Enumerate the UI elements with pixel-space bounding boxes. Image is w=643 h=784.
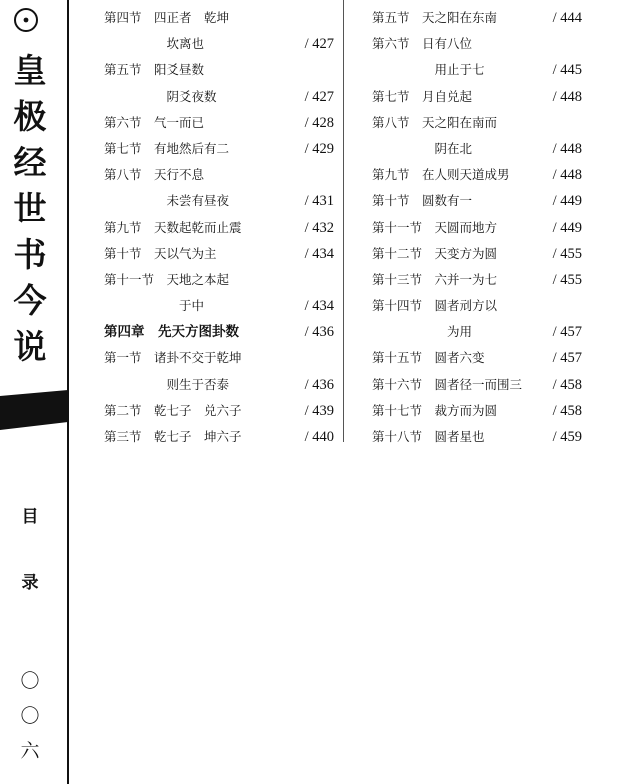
toc-entry-title: 第十三节 六并一为七 [372, 271, 498, 287]
toc-entry [104, 215, 340, 241]
toc-entry-page: / 455 [552, 271, 582, 288]
toc-entry [372, 372, 612, 398]
toc-entry-title: 第九节 天数起乾而止震 [104, 219, 242, 235]
toc-entry-page: / 448 [552, 167, 582, 184]
toc-entry-title: 第十二节 天变方为圆 [372, 245, 498, 261]
toc-entry-title: 第十节 天以气为主 [104, 245, 217, 261]
toc-entry [372, 398, 612, 424]
toc-entry [104, 5, 340, 31]
toc-entry-title: 第十五节 圆者六变 [372, 350, 485, 366]
toc-entry [372, 110, 612, 136]
page-number-char: 〇 [20, 670, 40, 692]
toc-entry-title: 第五节 天之阳在东南 [372, 10, 498, 25]
toc-entry-page: / 449 [552, 193, 582, 210]
toc-entry-page: / 458 [552, 402, 582, 419]
toc-entry-page: / 445 [552, 62, 582, 79]
toc-entry [372, 293, 612, 319]
spine-band [0, 390, 68, 430]
toc-entry-page: / 448 [552, 140, 582, 157]
toc-entry-title: 用止于七 [372, 62, 485, 78]
toc-entry-page: / 431 [304, 193, 334, 210]
toc-entry-page: / 429 [304, 140, 334, 157]
toc-entry [372, 188, 612, 214]
toc-entry-title: 第四节 四正者 乾坤 [104, 10, 230, 25]
toc-entry-page: / 448 [552, 88, 582, 105]
toc-entry [104, 188, 340, 214]
toc-entry-title: 第八节 天行不息 [104, 167, 205, 183]
book-title-char: 世 [13, 189, 47, 228]
toc-entry-title: 第十一节 天地之本起 [104, 271, 230, 287]
book-title-char: 皇 [13, 51, 47, 90]
toc-entry-title: 第六节 气一而已 [104, 114, 205, 130]
toc-entry-title: 则生于否泰 [104, 376, 230, 392]
toc-entry-page: / 457 [552, 350, 582, 367]
toc-entry-page: / 440 [304, 429, 334, 445]
toc-entry [104, 57, 340, 83]
toc-entry-page: / 427 [304, 88, 334, 105]
toc-entry [104, 424, 340, 450]
toc-entry [104, 345, 340, 371]
toc-entry-title: 第八节 天之阳在南而 [372, 114, 498, 130]
toc-entry [372, 57, 612, 83]
toc-entry [372, 84, 612, 110]
book-title-char: 书 [13, 235, 47, 274]
toc-entry-page: / 427 [304, 36, 334, 53]
toc-entry [372, 162, 612, 188]
toc-right-column [372, 5, 612, 445]
toc-entry [104, 162, 340, 188]
toc-entry [104, 398, 340, 424]
toc-entry-page: / 457 [552, 324, 582, 341]
toc-entry-page: / 458 [552, 376, 582, 393]
toc-entry [104, 267, 340, 293]
book-title-char: 经 [13, 143, 47, 182]
toc-entry [104, 136, 340, 162]
toc-entry-page: / 439 [304, 402, 334, 419]
toc-entry-title: 第十八节 圆者星也 [372, 429, 485, 444]
toc-entry-title: 第四章 先天方图卦数 [104, 324, 239, 341]
circle-dot-icon [12, 6, 40, 34]
toc-entry-title: 第五节 阳爻昼数 [104, 62, 205, 78]
toc-entry [104, 293, 340, 319]
toc-entry-title: 第二节 乾七子 兑六子 [104, 402, 242, 418]
toc-entry-page: / 444 [552, 10, 582, 26]
toc-entry-page: / 436 [304, 376, 334, 393]
toc-entry-page: / 428 [304, 114, 334, 131]
toc-entry [104, 84, 340, 110]
toc-entry-title: 第一节 诸卦不交于乾坤 [104, 350, 242, 366]
toc-entry-title: 第十六节 圆者径一而围三 [372, 376, 523, 392]
toc-entry [372, 319, 612, 345]
toc-entry-title: 为用 [372, 324, 473, 340]
toc-entry-title: 第九节 在人则天道成男 [372, 167, 510, 183]
toc-chapter-entry [104, 319, 340, 345]
toc-entry-page: / 434 [304, 245, 334, 262]
toc-entry [372, 345, 612, 371]
toc-entry-title: 第十一节 天圆而地方 [372, 219, 498, 235]
toc-entry-title: 第三节 乾七子 坤六子 [104, 429, 242, 444]
toc-entry [372, 267, 612, 293]
toc-entry [372, 241, 612, 267]
toc-entry-title: 未尝有昼夜 [104, 193, 230, 209]
page-number-char: 六 [20, 740, 40, 762]
toc-entry [372, 424, 612, 450]
toc-entry [104, 31, 340, 57]
toc-entry [372, 136, 612, 162]
toc-entry [372, 31, 612, 57]
toc-entry-title: 阴爻夜数 [104, 88, 217, 104]
toc-entry-title: 第七节 月自兑起 [372, 88, 473, 104]
toc-entry-page: / 449 [552, 219, 582, 236]
section-label-lu: 录 [21, 573, 39, 593]
page-number-char: 〇 [20, 705, 40, 727]
toc-entry-title: 第十节 圆数有一 [372, 193, 473, 209]
toc-entry [104, 110, 340, 136]
toc-entry [104, 241, 340, 267]
toc-entry [372, 215, 612, 241]
toc-entry-page: / 436 [304, 324, 334, 341]
toc-entry-title: 坎离也 [104, 36, 205, 52]
toc-entry-title: 阴在北 [372, 140, 473, 156]
toc-entry-title: 于中 [104, 298, 205, 314]
toc-left-column [104, 5, 340, 445]
toc-entry-title: 第十四节 圆者刓方以 [372, 298, 498, 314]
toc-entry-title: 第六节 日有八位 [372, 36, 473, 52]
book-title [8, 48, 52, 370]
section-label-mu: 目 [21, 507, 39, 527]
toc-entry-title: 第十七节 裁方而为圆 [372, 402, 498, 418]
toc-entry-page: / 455 [552, 245, 582, 262]
toc-entry-page: / 432 [304, 219, 334, 236]
book-title-char: 今 [13, 281, 47, 320]
book-title-char: 说 [13, 327, 47, 366]
page-number [14, 664, 46, 769]
toc-entry-page: / 459 [552, 429, 582, 445]
toc-entry-page: / 434 [304, 298, 334, 315]
toc-entry [104, 372, 340, 398]
column-divider [343, 0, 344, 442]
toc-entry-title: 第七节 有地然后有二 [104, 140, 230, 156]
book-title-char: 极 [13, 97, 47, 136]
book-spine [0, 0, 68, 784]
toc-entry [372, 5, 612, 31]
